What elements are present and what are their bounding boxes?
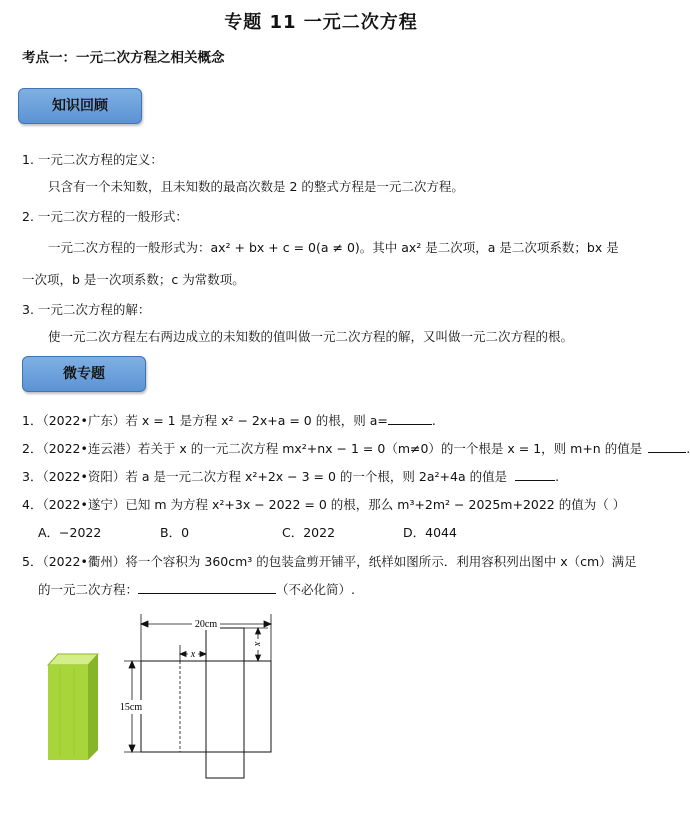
option-a: A．−2022 [38,525,102,540]
section-heading: 考点一：一元二次方程之相关概念 [22,50,225,66]
review-item-2-text: 一元二次方程的一般形式为：ax² + bx + c = 0(a ≠ 0)。其中 ax² 是二次项，a 是二次项系数；bx 是 [48,240,619,255]
knowledge-review-badge: 知识回顾 [18,88,142,124]
review-item-2: 2. 一元二次方程的一般形式： [22,209,188,224]
x-vertical-label: x [252,641,263,647]
problem-1-text: 1．（2022•广东）若 x = 1 是方程 x² − 2x+a = 0 的根，则 a= [22,413,388,428]
problem-2 [22,439,690,457]
x-label: x [190,649,196,660]
answer-blank [138,581,276,594]
problem-5-suffix: （不必化简）. [276,582,355,597]
green-box [48,654,98,760]
answer-blank [648,440,686,453]
problem-1 [22,411,436,429]
net-figure [40,610,300,810]
review-item-1: 1. 一元二次方程的定义： [22,152,163,167]
problem-5-cont [38,580,355,598]
problem-3 [22,467,559,485]
problem-5: 5．（2022•衢州）将一个容积为 360cm³ 的包装盒剪开铺平，纸样如图所示．利用容积列出图中 x（cm）满足 [22,554,637,569]
review-item-2-text-cont: 一次项，b 是一次项系数；c 为常数项。 [22,272,245,287]
height-label: 15cm [119,702,143,713]
option-d: D．4044 [403,525,457,540]
page-title: 专题 11 一元二次方程 [224,12,418,33]
review-item-3-text: 使一元二次方程左右两边成立的未知数的值叫做一元二次方程的解，又叫做一元二次方程的根。 [48,329,574,344]
review-item-3: 3. 一元二次方程的解： [22,302,151,317]
answer-blank [515,468,555,481]
width-label: 20cm [194,619,218,630]
period: . [686,441,690,456]
review-item-1-text: 只含有一个未知数，且未知数的最高次数是 2 的整式方程是一元二次方程。 [48,179,464,194]
option-c: C．2022 [282,525,336,540]
fold-lines [180,661,244,752]
problem-2-text: 2．（2022•连云港）若关于 x 的一元二次方程 mx²+nx − 1 = 0（m≠0）的一个根是 x = 1，则 m+n 的值是 [22,441,643,456]
period: . [555,469,560,484]
micro-topic-badge: 微专题 [22,356,146,392]
answer-blank [388,412,432,425]
problem-4: 4．（2022•遂宁）已知 m 为方程 x²+3x − 2022 = 0 的根，那么 m³+2m² − 2025m+2022 的值为（ ） [22,497,626,512]
option-b: B．0 [160,525,190,540]
period: . [431,413,436,428]
problem-3-text: 3．（2022•资阳）若 a 是一元二次方程 x²+2x − 3 = 0 的一个根，则 2a²+4a 的值是 [22,469,508,484]
problem-5-prefix: 的一元二次方程： [38,582,139,597]
